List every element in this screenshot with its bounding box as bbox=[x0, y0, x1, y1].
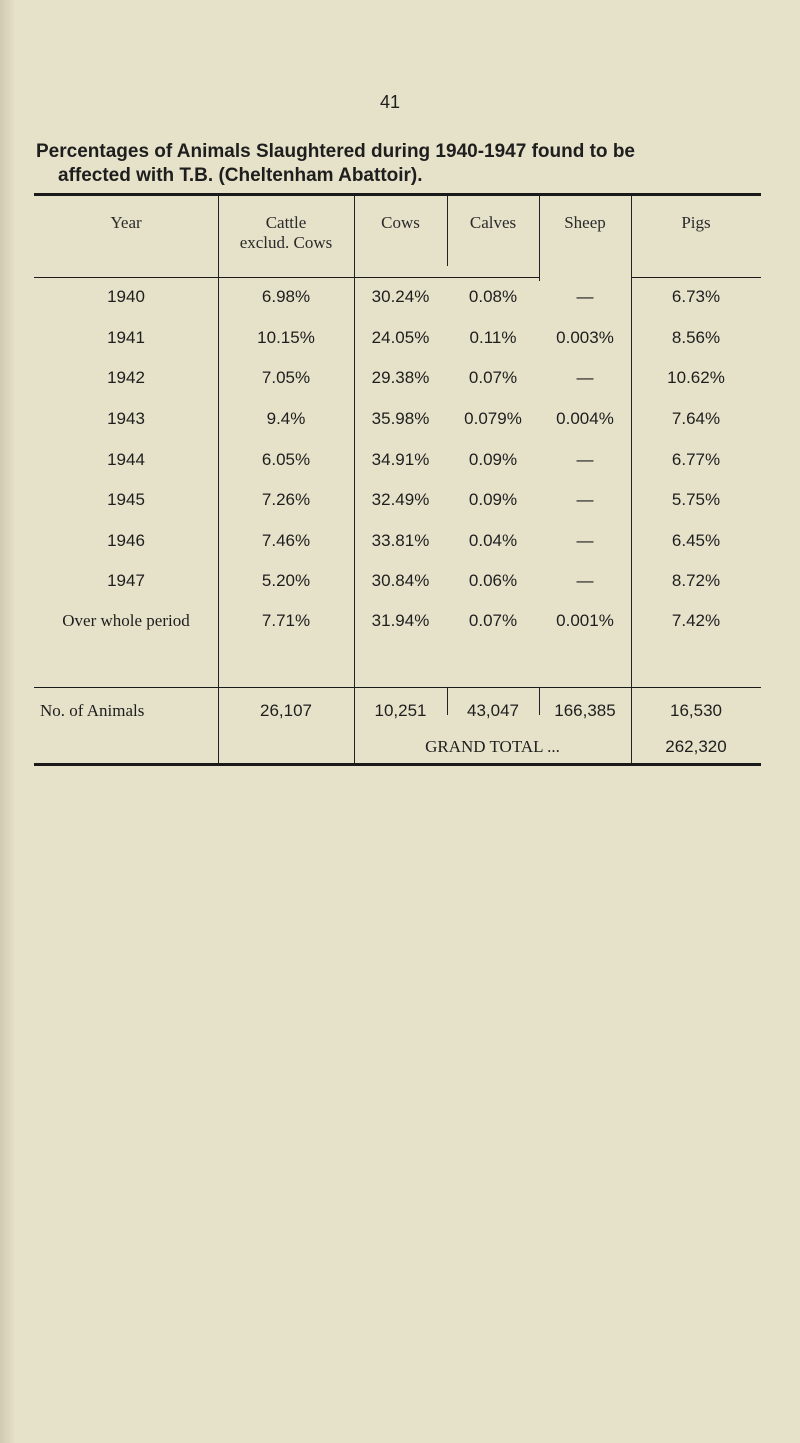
table-cell-cattle: 5.20% bbox=[261, 571, 311, 590]
column-header-pigs: Pigs bbox=[681, 213, 711, 232]
table-cell-sheep: — bbox=[576, 490, 594, 509]
column-header-sheep: Sheep bbox=[564, 213, 606, 232]
table-cell-cattle: 7.05% bbox=[261, 368, 311, 387]
table-cell-year: Over whole period bbox=[62, 611, 190, 630]
table-cell-cows: 33.81% bbox=[371, 531, 430, 550]
table-cell-pigs: 10.62% bbox=[667, 368, 725, 387]
title-line-1: Percentages of Animals Slaughtered during 1940-1947 found to be bbox=[36, 141, 635, 162]
table-top-rule bbox=[34, 193, 761, 196]
table-cell-cows: 35.98% bbox=[371, 409, 430, 428]
totals-rule bbox=[34, 687, 761, 688]
table-cell-calves: 0.11% bbox=[469, 328, 517, 347]
table-cell-year: 1946 bbox=[107, 531, 145, 550]
column-header-cows: Cows bbox=[381, 213, 420, 232]
totals-cell-year: No. of Animals bbox=[40, 701, 145, 720]
table-cell-year: 1947 bbox=[107, 571, 145, 590]
table-cell-cows: 32.49% bbox=[371, 490, 430, 509]
column-divider bbox=[539, 196, 540, 281]
totals-cell-cattle: 26,107 bbox=[260, 701, 312, 720]
table-cell-calves: 0.07% bbox=[468, 611, 518, 630]
table-cell-calves: 0.08% bbox=[468, 287, 518, 306]
column-divider bbox=[631, 196, 632, 763]
table-cell-cows: 29.38% bbox=[371, 368, 430, 387]
table-cell-pigs: 6.73% bbox=[671, 287, 721, 306]
table-cell-sheep: 0.004% bbox=[556, 409, 614, 428]
table-cell-calves: 0.07% bbox=[468, 368, 518, 387]
table-cell-sheep: 0.003% bbox=[556, 328, 614, 347]
table-cell-cows: 30.84% bbox=[371, 571, 430, 590]
table-cell-calves: 0.079% bbox=[464, 409, 522, 428]
table-cell-cattle: 7.46% bbox=[261, 531, 311, 550]
document-title bbox=[36, 140, 776, 188]
table-cell-calves: 0.09% bbox=[468, 490, 518, 509]
table-cell-calves: 0.04% bbox=[468, 531, 518, 550]
table-cell-cows: 30.24% bbox=[371, 287, 430, 306]
table-cell-cattle: 7.71% bbox=[261, 611, 311, 630]
table-cell-sheep: — bbox=[576, 450, 594, 469]
table-cell-year: 1944 bbox=[107, 450, 145, 469]
table-cell-pigs: 8.56% bbox=[671, 328, 721, 347]
column-divider bbox=[354, 196, 355, 763]
table-cell-cows: 34.91% bbox=[371, 450, 430, 469]
totals-cell-cows: 10,251 bbox=[374, 701, 427, 720]
table-cell-calves: 0.09% bbox=[468, 450, 518, 469]
table-cell-year: 1941 bbox=[107, 328, 145, 347]
tb-percentages-table bbox=[34, 193, 761, 766]
totals-cell-calves: 43,047 bbox=[467, 701, 519, 720]
table-bottom-rule bbox=[34, 763, 761, 766]
table-cell-pigs: 7.42% bbox=[671, 611, 721, 630]
table-cell-sheep: — bbox=[576, 531, 594, 550]
table-cell-cows: 24.05% bbox=[371, 328, 430, 347]
table-cell-sheep: 0.001% bbox=[556, 611, 614, 630]
column-header-calves: Calves bbox=[469, 213, 517, 232]
table-cell-pigs: 7.64% bbox=[671, 409, 721, 428]
totals-cell-pigs: 16,530 bbox=[670, 701, 722, 720]
table-cell-cattle: 6.05% bbox=[261, 450, 311, 469]
column-header-year: Year bbox=[110, 213, 142, 232]
page-number: 41 bbox=[379, 92, 401, 112]
table-cell-pigs: 6.45% bbox=[671, 531, 721, 550]
table-cell-sheep: — bbox=[576, 368, 594, 387]
table-cell-year: 1940 bbox=[107, 287, 145, 306]
column-divider bbox=[218, 196, 219, 763]
grand-total-label: GRAND TOTAL ... bbox=[425, 737, 560, 756]
table-cell-pigs: 6.77% bbox=[671, 450, 721, 469]
grand-total-value: 262,320 bbox=[665, 737, 727, 756]
table-cell-year: 1945 bbox=[107, 490, 145, 509]
table-cell-pigs: 5.75% bbox=[671, 490, 721, 509]
table-cell-pigs: 8.72% bbox=[671, 571, 721, 590]
table-cell-cattle: 6.98% bbox=[261, 287, 311, 306]
table-cell-sheep: — bbox=[576, 287, 594, 306]
column-header-cattle: Cattle exclud. Cows bbox=[239, 213, 333, 252]
header-rule bbox=[631, 277, 761, 278]
totals-cell-sheep: 166,385 bbox=[554, 701, 616, 720]
table-cell-calves: 0.06% bbox=[468, 571, 518, 590]
title-line-2: affected with T.B. (Cheltenham Abattoir). bbox=[58, 165, 423, 186]
table-cell-cows: 31.94% bbox=[371, 611, 430, 630]
table-cell-sheep: — bbox=[576, 571, 594, 590]
table-cell-year: 1943 bbox=[107, 409, 145, 428]
table-cell-cattle: 10.15% bbox=[257, 328, 315, 347]
header-rule bbox=[34, 277, 539, 278]
page-edge-shadow bbox=[0, 0, 14, 1443]
table-cell-cattle: 7.26% bbox=[261, 490, 311, 509]
table-cell-year: 1942 bbox=[107, 368, 145, 387]
table-cell-cattle: 9.4% bbox=[266, 409, 306, 428]
